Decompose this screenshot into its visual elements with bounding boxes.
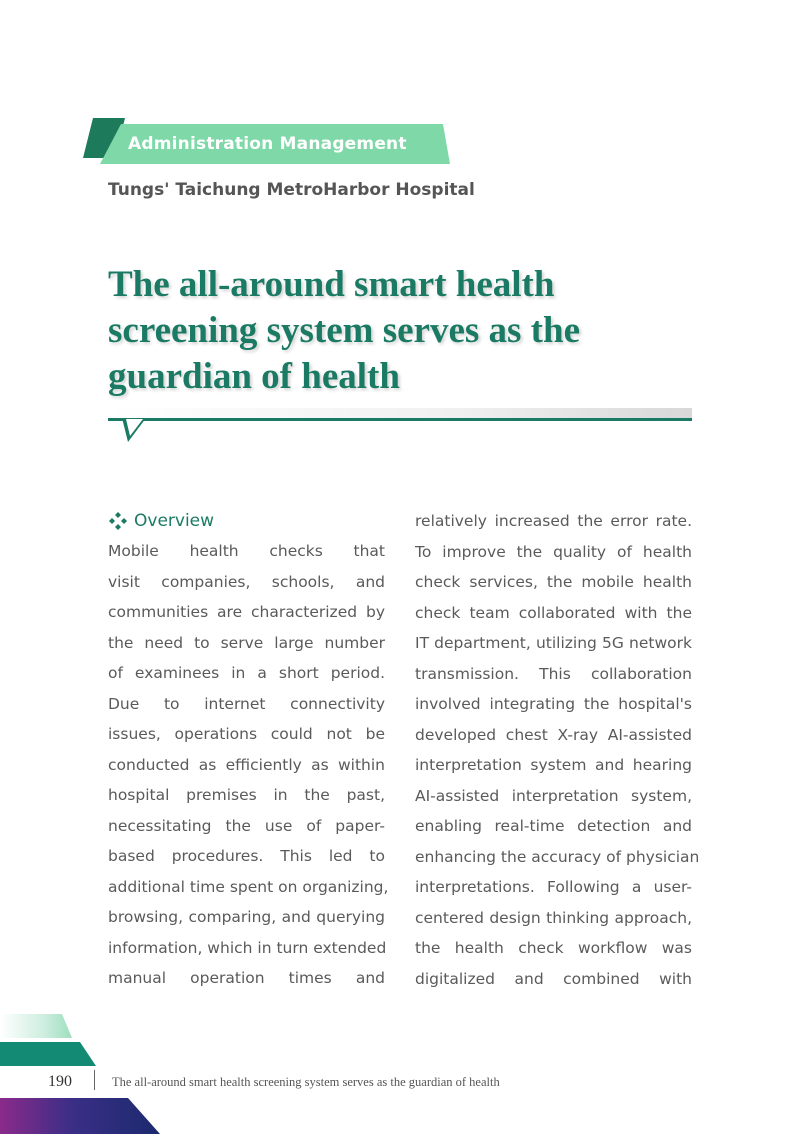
title-divider <box>108 408 692 421</box>
hospital-name: Tungs' Taichung MetroHarbor Hospital <box>108 180 475 200</box>
body-line: digitalized and combined with <box>415 969 692 988</box>
body-line: Mobile health checks that <box>108 542 385 560</box>
body-line: issues, operations could not be <box>108 725 385 743</box>
section-heading <box>108 506 385 536</box>
body-line: interpretations. Following a user- <box>415 878 692 896</box>
title-line: The all-around smart health <box>108 264 555 305</box>
body-line: involved integrating the hospital's <box>415 695 692 713</box>
body-line: browsing, comparing, and querying <box>108 908 385 926</box>
body-line: relatively increased the error rate. <box>415 512 692 530</box>
running-title: The all-around smart health screening system serves as the guardian of health <box>112 1075 500 1089</box>
body-line: Due to internet connectivity <box>108 694 385 713</box>
body-line: IT department, utilizing 5G network <box>415 634 692 652</box>
body-line: conducted as efficiently as within <box>108 755 385 774</box>
page-number: 190 <box>48 1073 72 1090</box>
body-line: necessitating the use of paper- <box>108 816 385 835</box>
body-line: the health check workflow was <box>415 939 692 957</box>
body-line: enhancing the accuracy of physician <box>415 847 700 866</box>
body-line: centered design thinking approach, <box>415 908 692 927</box>
body-line: visit companies, schools, and <box>108 572 385 591</box>
body-line: check team collaborated with the <box>415 603 692 622</box>
body-line: communities are characterized by <box>108 603 385 621</box>
body-line: hospital premises in the past, <box>108 786 385 804</box>
footer-stripe-purple <box>0 1098 160 1134</box>
diamond-cluster-icon <box>108 512 128 530</box>
section-heading-label: Overview <box>134 511 215 531</box>
body-line: the need to serve large number <box>108 633 385 652</box>
footer-stripe-teal <box>0 1042 96 1066</box>
body-line: check services, the mobile health <box>415 573 692 591</box>
body-line: developed chest X-ray AI-assisted <box>415 725 692 744</box>
body-line: transmission. This collaboration <box>415 664 692 683</box>
body-line: interpretation system and hearing <box>415 756 692 774</box>
title-line: screening system serves as the <box>108 310 581 351</box>
body-line: based procedures. This led to <box>108 847 385 865</box>
body-line: AI-assisted interpretation system, <box>415 786 692 805</box>
body-line: of examinees in a short period. <box>108 664 385 682</box>
category-label: Administration Management <box>128 134 407 154</box>
footer-stripe-light <box>0 1014 72 1038</box>
body-column-left <box>108 506 389 994</box>
body-line: information, which in turn extended <box>108 938 387 957</box>
body-line: additional time spent on organizing, <box>108 877 389 896</box>
article-title <box>108 262 668 400</box>
footer-separator <box>94 1070 95 1090</box>
title-line: guardian of health <box>108 356 400 397</box>
body-line: To improve the quality of health <box>415 542 692 561</box>
body-line: manual operation times and <box>108 969 385 987</box>
body-column-right <box>415 506 700 994</box>
body-line: enabling real-time detection and <box>415 817 692 835</box>
